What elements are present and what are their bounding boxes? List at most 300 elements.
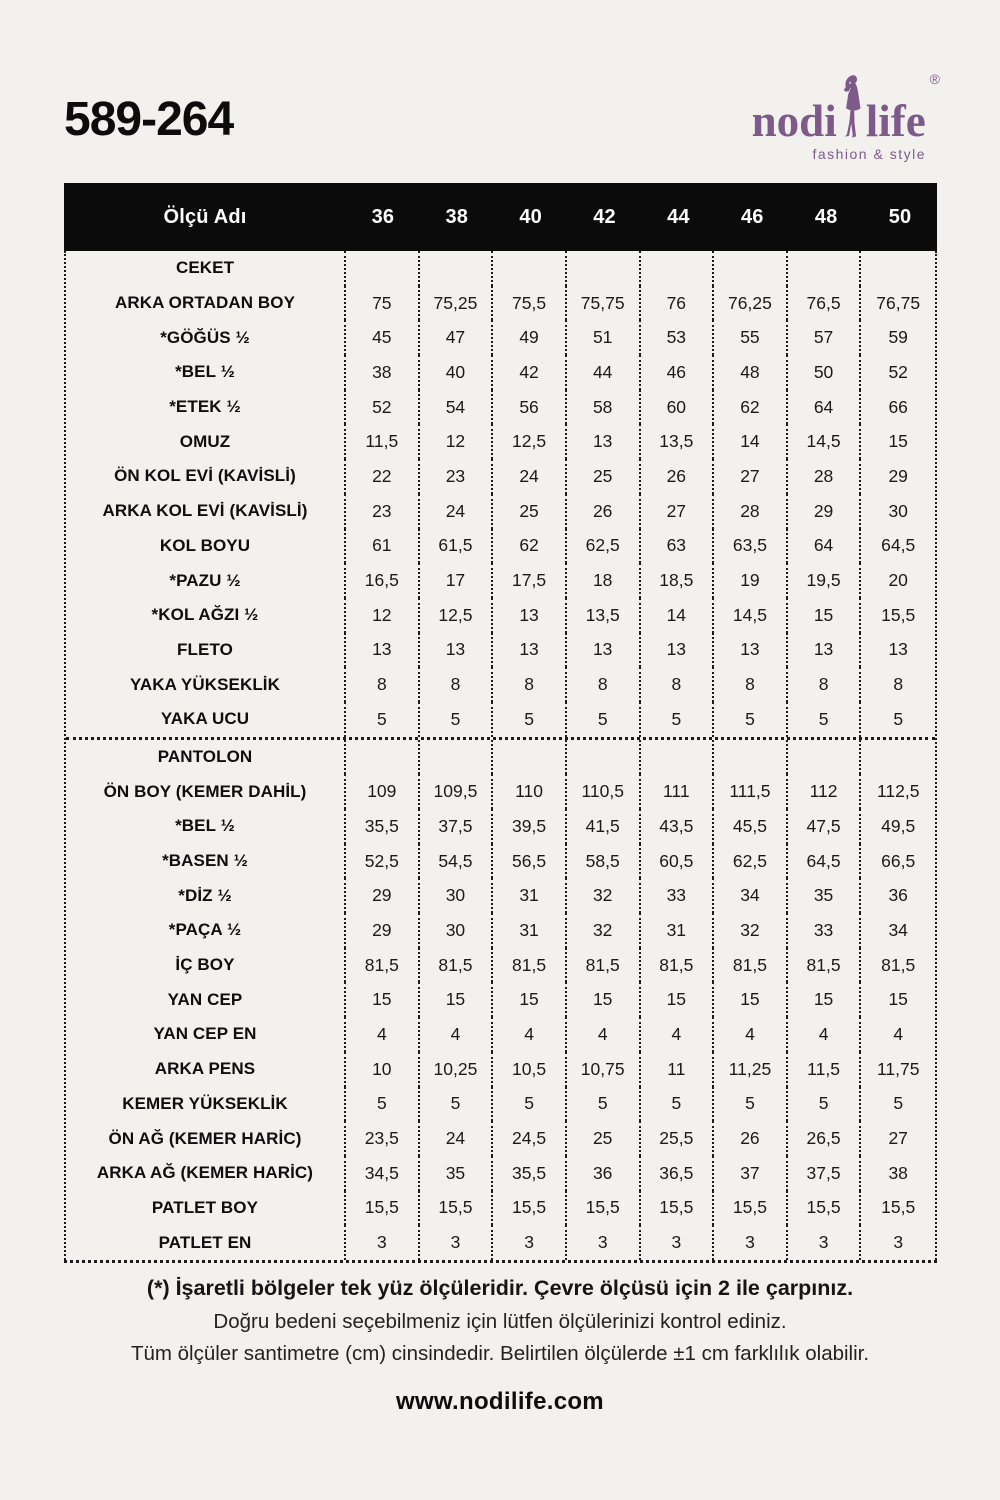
value-cell: 49: [493, 320, 567, 355]
value-cell: 81,5: [788, 948, 862, 983]
value-cell: 5: [567, 702, 641, 737]
value-cell: 64: [788, 529, 862, 564]
table-section-ceket: [66, 251, 935, 737]
value-cell: 5: [641, 1087, 715, 1122]
value-cell: 76,75: [876, 292, 921, 313]
section-title: PANTOLON: [66, 740, 346, 775]
value-cell: 5: [714, 702, 788, 737]
value-cell: 4: [714, 1017, 788, 1052]
value-cell: 63,5: [714, 529, 788, 564]
product-code: 589-264: [64, 93, 234, 146]
row-label: *DİZ ½: [66, 878, 346, 913]
value-cell: 19,5: [788, 563, 862, 598]
brand-name-first: nodi: [751, 96, 837, 147]
value-cell: 15,5: [788, 1191, 862, 1226]
row-label: *PAZU ½: [66, 563, 346, 598]
value-cell: [420, 251, 494, 286]
value-cell: 61,5: [420, 529, 494, 564]
value-cell: 3: [346, 1225, 420, 1260]
value-cell: 26: [641, 459, 715, 494]
value-cell: 47: [420, 320, 494, 355]
value-cell: 32: [567, 878, 641, 913]
value-cell: 31: [493, 913, 567, 948]
value-cell: 23: [346, 494, 420, 529]
size-column-header: 38: [445, 205, 469, 228]
value-cell: 4: [493, 1017, 567, 1052]
table-row: [66, 1017, 935, 1052]
value-cell: 33: [641, 878, 715, 913]
value-cell: 53: [641, 320, 715, 355]
value-cell: 25: [567, 1121, 641, 1156]
value-cell: 13: [641, 633, 715, 668]
value-cell: 81,5: [881, 954, 916, 975]
value-cell: 50: [788, 355, 862, 390]
value-cell: 30: [888, 500, 908, 521]
row-label: ÖN BOY (KEMER DAHİL): [66, 774, 346, 809]
value-cell: 35: [420, 1156, 494, 1191]
value-cell: 49,5: [881, 815, 916, 836]
value-cell: 75,75: [567, 286, 641, 321]
value-cell: 35: [788, 878, 862, 913]
value-cell: 12: [420, 424, 494, 459]
value-cell: 17: [420, 563, 494, 598]
value-cell: 15: [493, 982, 567, 1017]
value-cell: [861, 251, 935, 286]
value-cell: 34,5: [346, 1156, 420, 1191]
value-cell: 60: [641, 390, 715, 425]
value-cell: 10: [346, 1052, 420, 1087]
value-cell: 109,5: [420, 774, 494, 809]
value-cell: 111: [641, 774, 715, 809]
value-cell: 27: [888, 1128, 908, 1149]
value-cell: [788, 740, 862, 775]
value-cell: 15: [788, 598, 862, 633]
value-cell: 39,5: [493, 809, 567, 844]
value-cell: 10,25: [420, 1052, 494, 1087]
table-row: [66, 1121, 935, 1156]
value-cell: 13,5: [641, 424, 715, 459]
value-cell: 19: [714, 563, 788, 598]
table-row: [66, 390, 935, 425]
row-label: KOL BOYU: [66, 529, 346, 564]
value-cell: 57: [788, 320, 862, 355]
value-cell: 5: [567, 1087, 641, 1122]
value-cell: 62: [493, 529, 567, 564]
table-row: [66, 1052, 935, 1087]
value-cell: 37,5: [420, 809, 494, 844]
value-cell: 110: [493, 774, 567, 809]
value-cell: 15: [888, 431, 908, 452]
value-cell: 5: [346, 1087, 420, 1122]
value-cell: 15: [567, 982, 641, 1017]
value-cell: 33: [788, 913, 862, 948]
table-header-row: [64, 183, 937, 251]
size-column-header: 44: [667, 205, 690, 228]
value-cell: 52,5: [346, 844, 420, 879]
value-cell: 47,5: [788, 809, 862, 844]
value-cell: 30: [420, 878, 494, 913]
value-cell: 43,5: [641, 809, 715, 844]
value-cell: 32: [567, 913, 641, 948]
value-cell: 3: [420, 1225, 494, 1260]
value-cell: [493, 251, 567, 286]
table-row: [66, 1225, 935, 1260]
value-cell: 110,5: [567, 774, 641, 809]
value-cell: 54,5: [420, 844, 494, 879]
value-cell: 8: [788, 667, 862, 702]
value-cell: 81,5: [714, 948, 788, 983]
table-row: [66, 598, 935, 633]
value-cell: 109: [346, 774, 420, 809]
note-units: Tüm ölçüler santimetre (cm) cinsindedir. Belirtilen ölçülerde ±1 cm farklılık olabilir.: [130, 1342, 870, 1365]
value-cell: 16,5: [346, 563, 420, 598]
value-cell: 23,5: [346, 1121, 420, 1156]
value-cell: 13: [346, 633, 420, 668]
value-cell: 51: [567, 320, 641, 355]
value-cell: 81,5: [493, 948, 567, 983]
value-cell: 11,5: [788, 1052, 862, 1087]
value-cell: 37: [714, 1156, 788, 1191]
value-cell: [346, 740, 420, 775]
table-row: [66, 1087, 935, 1122]
value-cell: 66,5: [881, 850, 916, 871]
value-cell: 24,5: [493, 1121, 567, 1156]
row-label: İÇ BOY: [66, 948, 346, 983]
brand-name-second: life: [865, 96, 926, 147]
row-label: *BEL ½: [66, 809, 346, 844]
value-cell: 63: [641, 529, 715, 564]
website-url: www.nodilife.com: [396, 1388, 604, 1415]
value-cell: 34: [888, 919, 908, 940]
value-cell: 52: [346, 390, 420, 425]
value-cell: [641, 740, 715, 775]
value-cell: 62,5: [567, 529, 641, 564]
value-cell: 31: [493, 878, 567, 913]
value-cell: 52: [888, 361, 908, 382]
value-cell: 17,5: [493, 563, 567, 598]
table-row: [66, 320, 935, 355]
value-cell: 111,5: [714, 774, 788, 809]
value-cell: 8: [567, 667, 641, 702]
row-label: *PAÇA ½: [66, 913, 346, 948]
measure-name-column-header: Ölçü Adı: [163, 205, 247, 228]
table-row: [66, 702, 935, 737]
value-cell: 5: [893, 708, 904, 729]
value-cell: 28: [788, 459, 862, 494]
value-cell: 14: [714, 424, 788, 459]
table-row: [66, 1191, 935, 1226]
value-cell: 13: [567, 633, 641, 668]
size-column-header: 50: [888, 205, 912, 228]
value-cell: 45,5: [714, 809, 788, 844]
table-row: [66, 529, 935, 564]
table-row: [66, 424, 935, 459]
value-cell: 5: [346, 702, 420, 737]
value-cell: 48: [714, 355, 788, 390]
row-label: FLETO: [66, 633, 346, 668]
section-title-row: [66, 251, 935, 286]
value-cell: 12,5: [493, 424, 567, 459]
size-column-header: 40: [519, 205, 543, 228]
row-label: *ETEK ½: [66, 390, 346, 425]
value-cell: 12,5: [420, 598, 494, 633]
value-cell: 4: [893, 1023, 904, 1044]
value-cell: 8: [420, 667, 494, 702]
value-cell: 38: [888, 1162, 908, 1183]
value-cell: 30: [420, 913, 494, 948]
value-cell: 13: [493, 633, 567, 668]
value-cell: [346, 251, 420, 286]
value-cell: 58,5: [567, 844, 641, 879]
value-cell: 13,5: [567, 598, 641, 633]
value-cell: 15: [714, 982, 788, 1017]
value-cell: 81,5: [346, 948, 420, 983]
value-cell: 18: [567, 563, 641, 598]
value-cell: 29: [888, 465, 908, 486]
value-cell: 32: [714, 913, 788, 948]
row-label: ARKA ORTADAN BOY: [66, 286, 346, 321]
value-cell: 36: [888, 885, 908, 906]
table-section-pantolon: [66, 737, 935, 1260]
value-cell: 46: [641, 355, 715, 390]
size-column-header: 48: [814, 205, 838, 228]
value-cell: 75,5: [493, 286, 567, 321]
value-cell: 3: [788, 1225, 862, 1260]
value-cell: 15,5: [641, 1191, 715, 1226]
value-cell: 31: [641, 913, 715, 948]
value-cell: 55: [714, 320, 788, 355]
table-row: [66, 1156, 935, 1191]
value-cell: [567, 251, 641, 286]
value-cell: 35,5: [346, 809, 420, 844]
section-title-row: [66, 740, 935, 775]
value-cell: 5: [714, 1087, 788, 1122]
value-cell: 64,5: [788, 844, 862, 879]
value-cell: 5: [420, 1087, 494, 1122]
value-cell: 23: [420, 459, 494, 494]
value-cell: 4: [420, 1017, 494, 1052]
table-row: [66, 878, 935, 913]
value-cell: 35,5: [493, 1156, 567, 1191]
value-cell: 5: [493, 702, 567, 737]
row-label: *BASEN ½: [66, 844, 346, 879]
value-cell: 15,5: [493, 1191, 567, 1226]
size-column-header: 36: [371, 205, 395, 228]
registered-trademark: ®: [929, 71, 940, 87]
value-cell: 4: [346, 1017, 420, 1052]
value-cell: 13: [420, 633, 494, 668]
table-row: [66, 286, 935, 321]
row-label: *GÖĞÜS ½: [66, 320, 346, 355]
value-cell: 38: [346, 355, 420, 390]
size-column-header: 42: [593, 205, 616, 228]
value-cell: 29: [346, 878, 420, 913]
row-label: ARKA AĞ (KEMER HARİC): [66, 1156, 346, 1191]
row-label: PATLET EN: [66, 1225, 346, 1260]
row-label: OMUZ: [66, 424, 346, 459]
value-cell: 15,5: [420, 1191, 494, 1226]
value-cell: 14,5: [714, 598, 788, 633]
value-cell: 3: [714, 1225, 788, 1260]
value-cell: 15: [888, 989, 908, 1010]
value-cell: 34: [714, 878, 788, 913]
note-size-check: Doğru bedeni seçebilmeniz için lütfen ölçülerinizi kontrol ediniz.: [213, 1310, 787, 1333]
value-cell: 58: [567, 390, 641, 425]
value-cell: 12: [346, 598, 420, 633]
value-cell: 64,5: [881, 535, 916, 556]
value-cell: 3: [493, 1225, 567, 1260]
table-row: [66, 633, 935, 668]
value-cell: 5: [788, 1087, 862, 1122]
value-cell: 15,5: [346, 1191, 420, 1226]
value-cell: 76: [641, 286, 715, 321]
value-cell: 44: [567, 355, 641, 390]
value-cell: 15,5: [881, 604, 916, 625]
value-cell: 26: [714, 1121, 788, 1156]
table-row: [66, 355, 935, 390]
value-cell: 3: [893, 1232, 904, 1253]
value-cell: 26: [567, 494, 641, 529]
value-cell: 5: [893, 1093, 904, 1114]
value-cell: 4: [641, 1017, 715, 1052]
value-cell: 8: [893, 674, 904, 695]
value-cell: 13: [714, 633, 788, 668]
value-cell: 24: [493, 459, 567, 494]
value-cell: 13: [788, 633, 862, 668]
value-cell: 5: [641, 702, 715, 737]
table-body: [64, 251, 937, 1263]
value-cell: [641, 251, 715, 286]
value-cell: 22: [346, 459, 420, 494]
value-cell: 20: [888, 570, 908, 591]
value-cell: 4: [788, 1017, 862, 1052]
value-cell: 5: [493, 1087, 567, 1122]
value-cell: [714, 740, 788, 775]
row-label: *KOL AĞZI ½: [66, 598, 346, 633]
value-cell: 27: [641, 494, 715, 529]
value-cell: [861, 740, 935, 775]
value-cell: 41,5: [567, 809, 641, 844]
value-cell: 112,5: [876, 781, 920, 802]
value-cell: 25,5: [641, 1121, 715, 1156]
value-cell: [420, 740, 494, 775]
row-label: ÖN AĞ (KEMER HARİC): [66, 1121, 346, 1156]
row-label: YAN CEP EN: [66, 1017, 346, 1052]
value-cell: 15: [788, 982, 862, 1017]
value-cell: 8: [346, 667, 420, 702]
table-row: [66, 844, 935, 879]
table-row: [66, 948, 935, 983]
value-cell: 76,25: [714, 286, 788, 321]
value-cell: 24: [420, 494, 494, 529]
brand-logo-wordmark: [751, 71, 940, 147]
value-cell: 81,5: [567, 948, 641, 983]
value-cell: 36,5: [641, 1156, 715, 1191]
value-cell: 11: [641, 1052, 715, 1087]
table-row: [66, 809, 935, 844]
value-cell: 45: [346, 320, 420, 355]
value-cell: 5: [420, 702, 494, 737]
value-cell: 10,75: [567, 1052, 641, 1087]
value-cell: 15: [346, 982, 420, 1017]
woman-silhouette-icon: [838, 74, 865, 140]
value-cell: [493, 740, 567, 775]
value-cell: 24: [420, 1121, 494, 1156]
value-cell: 11,5: [346, 424, 420, 459]
value-cell: 18,5: [641, 563, 715, 598]
value-cell: 4: [567, 1017, 641, 1052]
value-cell: 27: [714, 459, 788, 494]
value-cell: 8: [714, 667, 788, 702]
value-cell: 56,5: [493, 844, 567, 879]
row-label: YAKA UCU: [66, 702, 346, 737]
value-cell: 60,5: [641, 844, 715, 879]
value-cell: 75: [346, 286, 420, 321]
value-cell: 11,25: [714, 1052, 788, 1087]
value-cell: 64: [788, 390, 862, 425]
note-asterisk: (*) İşaretli bölgeler tek yüz ölçüleridir. Çevre ölçüsü için 2 ile çarpınız.: [146, 1276, 854, 1300]
value-cell: 10,5: [493, 1052, 567, 1087]
value-cell: 56: [493, 390, 567, 425]
value-cell: 15: [420, 982, 494, 1017]
table-row: [66, 774, 935, 809]
value-cell: 14: [641, 598, 715, 633]
value-cell: 28: [714, 494, 788, 529]
row-label: YAN CEP: [66, 982, 346, 1017]
value-cell: 13: [567, 424, 641, 459]
value-cell: 54: [420, 390, 494, 425]
row-label: PATLET BOY: [66, 1191, 346, 1226]
value-cell: 42: [493, 355, 567, 390]
value-cell: 13: [888, 639, 908, 660]
row-label: YAKA YÜKSEKLİK: [66, 667, 346, 702]
row-label: KEMER YÜKSEKLİK: [66, 1087, 346, 1122]
value-cell: 81,5: [641, 948, 715, 983]
value-cell: 14,5: [788, 424, 862, 459]
value-cell: 8: [641, 667, 715, 702]
footer-notes: [0, 1276, 1000, 1374]
table-row: [66, 563, 935, 598]
value-cell: 8: [493, 667, 567, 702]
value-cell: 11,75: [876, 1058, 920, 1079]
value-cell: [788, 251, 862, 286]
size-column-header: 46: [740, 205, 764, 228]
table-row: [66, 459, 935, 494]
value-cell: 76,5: [788, 286, 862, 321]
row-label: ÖN KOL EVİ (KAVİSLİ): [66, 459, 346, 494]
value-cell: 62,5: [714, 844, 788, 879]
value-cell: [567, 740, 641, 775]
value-cell: 62: [714, 390, 788, 425]
value-cell: 15,5: [567, 1191, 641, 1226]
table-row: [66, 494, 935, 529]
row-label: *BEL ½: [66, 355, 346, 390]
value-cell: 3: [641, 1225, 715, 1260]
value-cell: 15,5: [881, 1197, 916, 1218]
value-cell: [714, 251, 788, 286]
value-cell: 25: [567, 459, 641, 494]
value-cell: 112: [788, 774, 862, 809]
brand-tagline: fashion & style: [812, 146, 926, 162]
brand-logo: [751, 71, 940, 162]
row-label: ARKA KOL EVİ (KAVİSLİ): [66, 494, 346, 529]
value-cell: 66: [888, 396, 908, 417]
value-cell: 26,5: [788, 1121, 862, 1156]
value-cell: 15,5: [714, 1191, 788, 1226]
value-cell: 59: [888, 327, 908, 348]
value-cell: 81,5: [420, 948, 494, 983]
table-row: [66, 913, 935, 948]
